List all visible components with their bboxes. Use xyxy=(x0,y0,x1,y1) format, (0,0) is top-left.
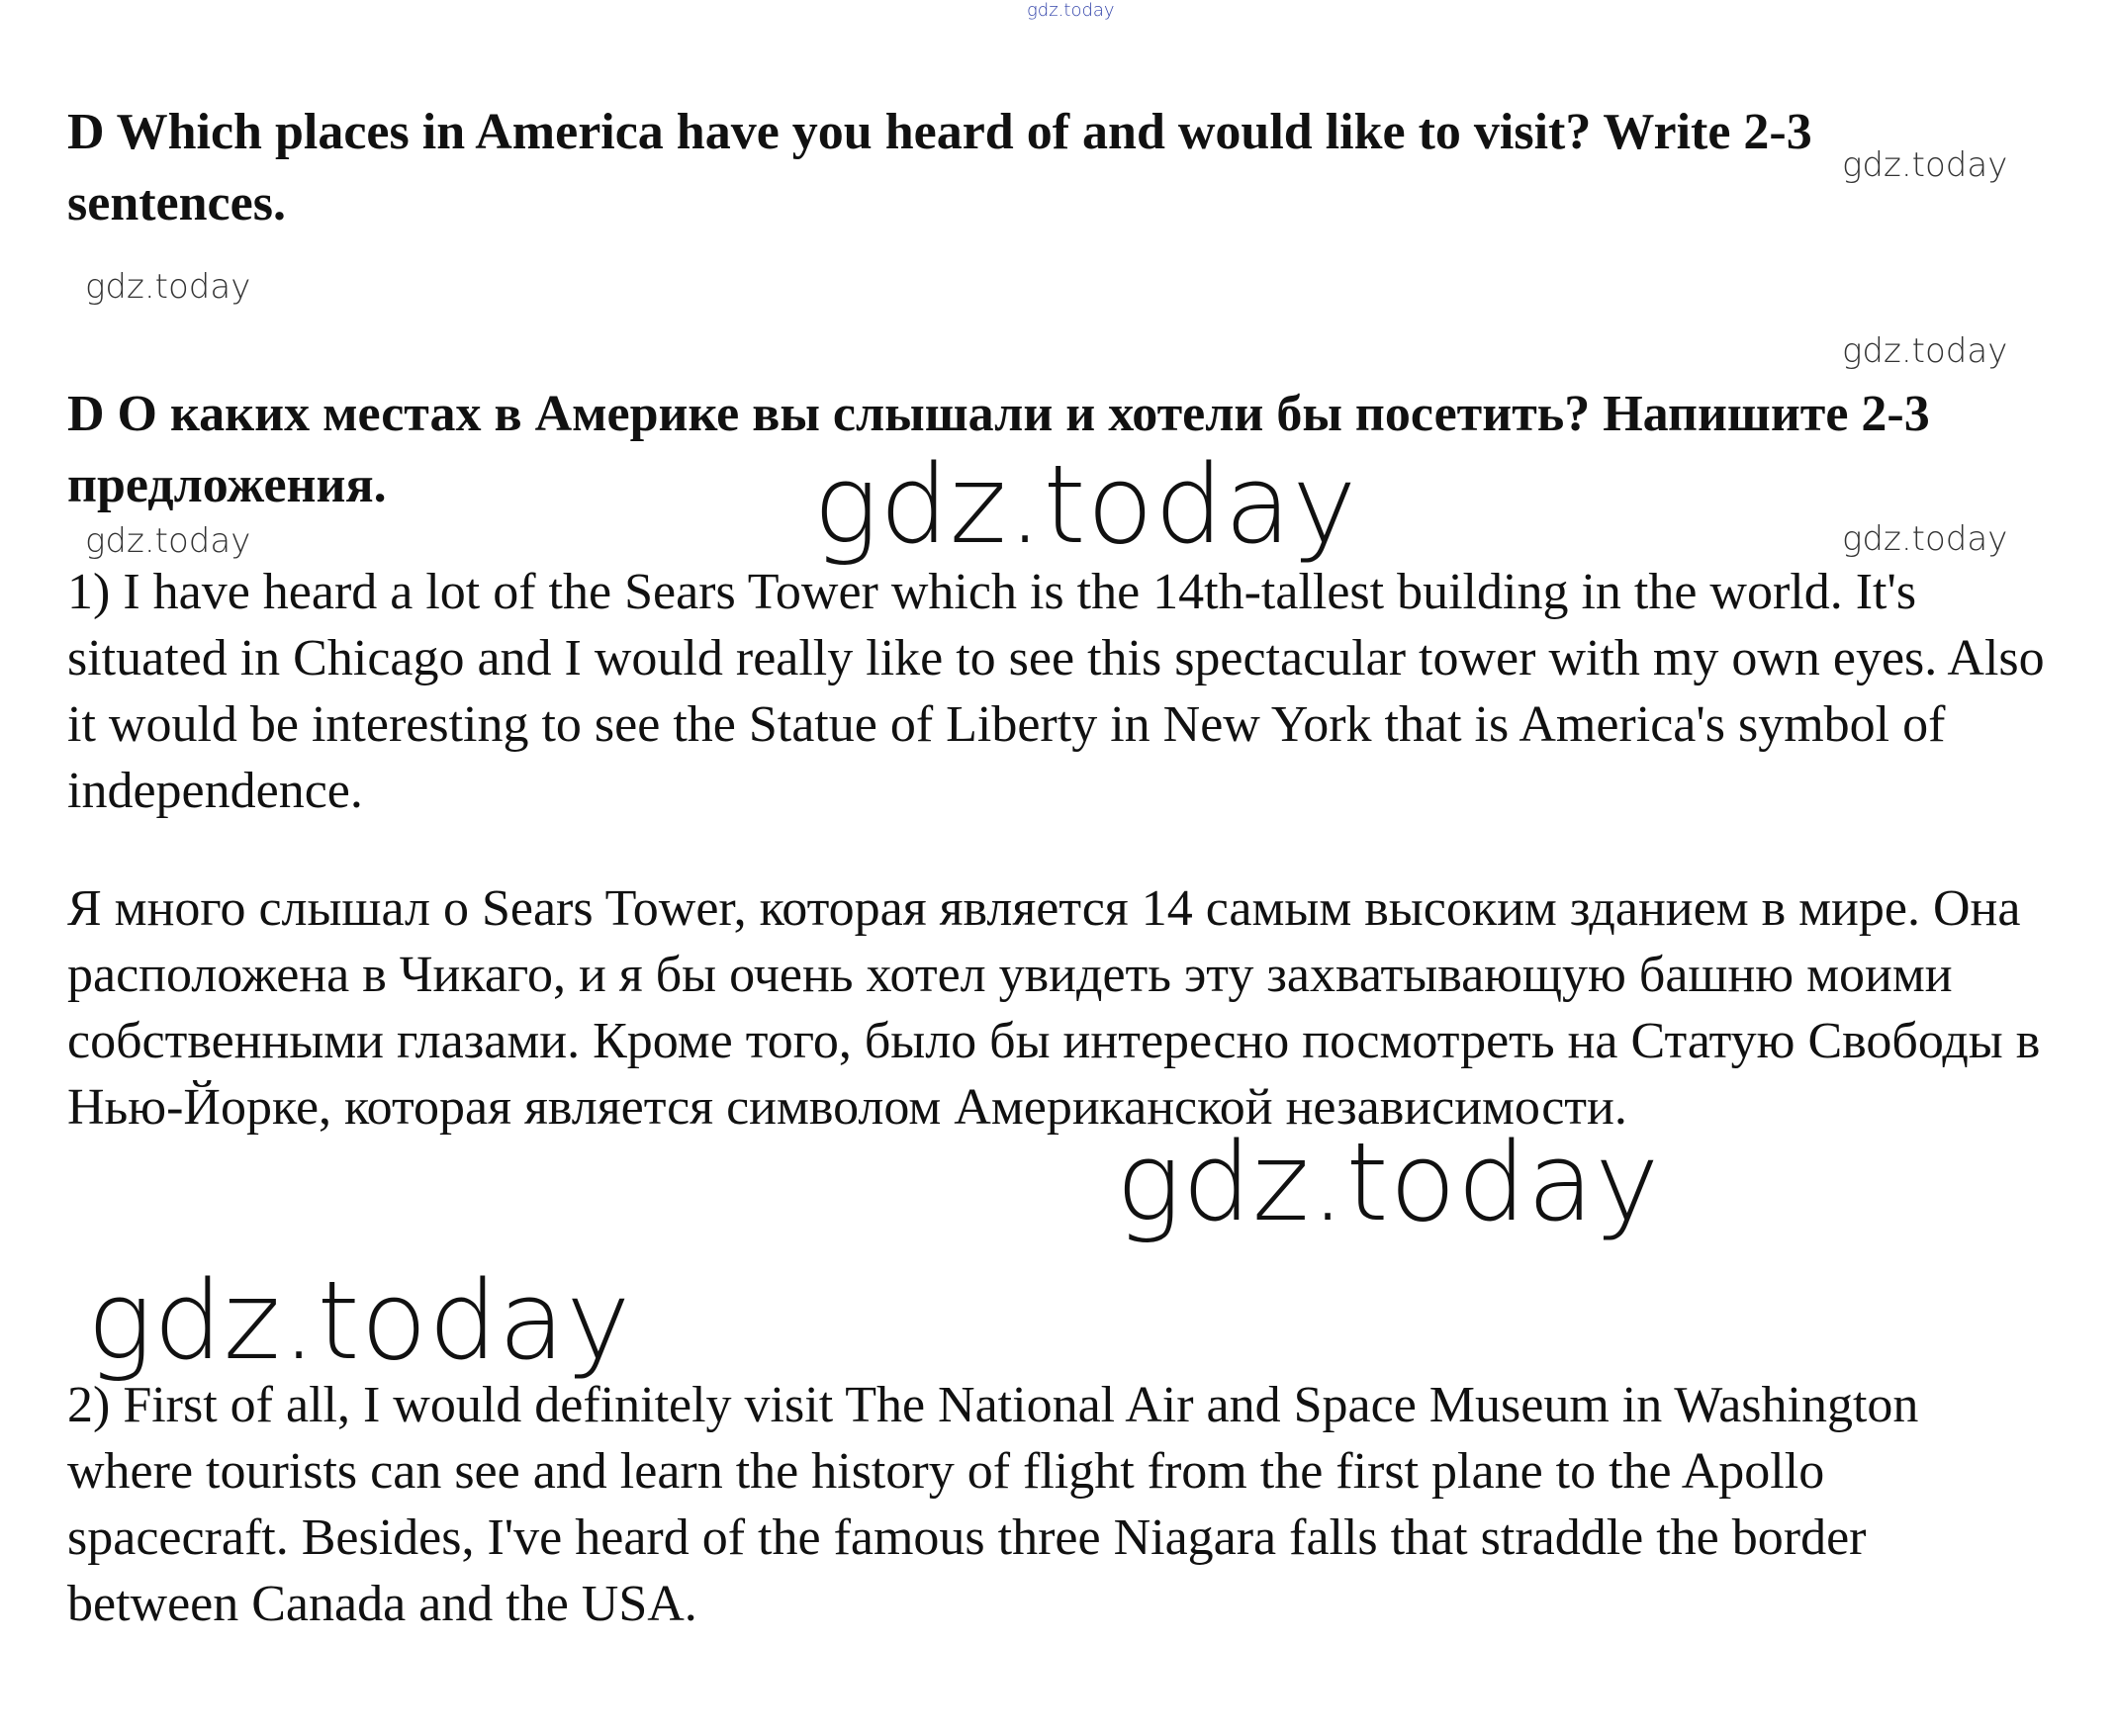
watermark-small-left-1: gdz.today xyxy=(85,267,251,307)
answer-1-russian: Я много слышал о Sears Tower, которая является 14 самым высоким зданием в мире. Она расположена в Чикаго, и я бы очень хотел увидеть эту захватывающую башню моими собственными глазами. Кроме того, было бы интересно посмотреть на Статую Свободы в Нью-Йорке, которая является символом Американской независимости. xyxy=(67,880,2041,1136)
watermark-top: gdz.today xyxy=(1027,0,1115,21)
watermark-small-left-2: gdz.today xyxy=(85,521,251,561)
task-english: D Which places in America have you heard of and would like to visit? Write 2-3 sentences. xyxy=(67,104,1812,231)
answer-1-english: 1) I have heard a lot of the Sears Tower which is the 14th-tallest building in the world. It's situated in Chicago and I would really like to see this spectacular tower with my own eyes. Also it would be interesting to see the Statue of Liberty in New York that is America's symbol of independence. xyxy=(67,564,2045,819)
task-russian: D О каких местах в Америке вы слышали и хотели бы посетить? Напишите 2-3 предложения. xyxy=(67,386,1930,513)
watermark-large-2: gdz.today xyxy=(1116,1119,1661,1245)
watermark-small-right-1: gdz.today xyxy=(1842,145,2008,185)
watermark-large-3: gdz.today xyxy=(87,1257,632,1384)
watermark-small-right-2: gdz.today xyxy=(1842,331,2008,371)
answer-2-english: 2) First of all, I would definitely visit The National Air and Space Museum in Washington where tourists can see and learn the history of flight from the first plane to the Apollo spacecraft. Besides, I've heard of the famous three Niagara falls that straddle the border between Canada and the USA. xyxy=(67,1377,1919,1632)
watermark-large-1: gdz.today xyxy=(813,441,1358,568)
watermark-small-right-3: gdz.today xyxy=(1842,519,2008,559)
